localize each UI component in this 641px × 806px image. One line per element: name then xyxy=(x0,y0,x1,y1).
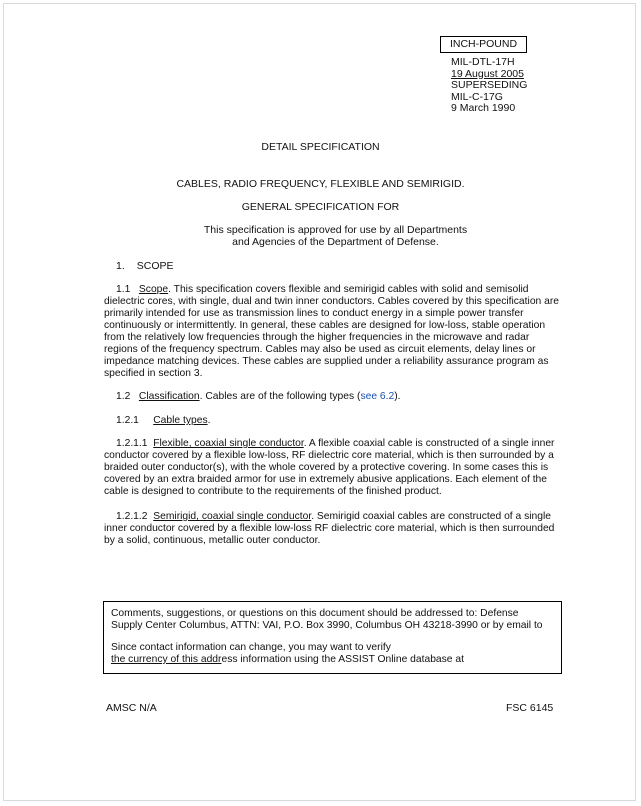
comments-line: Comments, suggestions, or questions on this document should be addressed to: Defense xyxy=(111,608,519,619)
para-line: . A flexible coaxial cable is constructed of a single inner xyxy=(303,438,555,449)
cables-title: CABLES, RADIO FREQUENCY, FLEXIBLE AND SEMIRIGID. xyxy=(176,178,465,190)
para-text: . Cables are of the following types ( xyxy=(199,391,361,402)
comments-line: Supply Center Columbus, ATTN: VAI, P.O. Box 3990, Columbus OH 43218-3990 or by email to xyxy=(111,620,543,631)
fsc-label: FSC 6145 xyxy=(506,702,554,714)
doc-date: 19 August 2005 xyxy=(451,67,524,80)
inch-pound-badge: INCH-POUND xyxy=(440,36,527,53)
comments-text xyxy=(111,608,543,632)
cable-types-paragraph xyxy=(104,415,563,427)
section-title: SCOPE xyxy=(136,260,174,272)
para-line: braided outer conductor(s), with the whole covered by a protective covering. In some cases this is xyxy=(104,462,549,473)
detail-spec-title: DETAIL SPECIFICATION xyxy=(261,141,380,153)
general-spec-title: GENERAL SPECIFICATION FOR xyxy=(241,201,400,213)
scope-paragraph xyxy=(104,284,563,380)
para-title: Scope xyxy=(138,284,169,295)
para-line: specified in section 3. xyxy=(104,368,203,379)
comments-line: Since contact information can change, you may want to verify xyxy=(111,642,391,653)
semirigid-paragraph xyxy=(104,511,563,547)
section-number: 1. xyxy=(116,260,125,272)
para-line: by a solid, continuous, metallic outer conductor. xyxy=(104,535,321,546)
comments-line: ess information using the ASSIST Online database at xyxy=(221,654,464,665)
para-line: . This specification covers flexible and semirigid cables with solid and semisolid xyxy=(168,284,529,295)
para-end: . xyxy=(207,415,211,426)
para-line: conductor covered by a flexible low-loss, RF dielectric core material, which is then surrounded by a xyxy=(104,450,554,461)
para-title: Cable types xyxy=(153,415,208,426)
section-1-heading xyxy=(116,260,174,272)
para-line: dielectric cores, with single, dual and twin inner conductors. Cables covered by this specification are xyxy=(104,296,560,307)
para-line: . Semirigid coaxial cables are constructed of a single xyxy=(311,511,552,522)
para-title: Flexible, coaxial single conductor xyxy=(153,438,304,449)
amsc-label: AMSC N/A xyxy=(106,702,157,714)
para-number: 1.2.1.1 xyxy=(116,438,148,449)
contact-text xyxy=(111,642,464,666)
approval-line-1: This specification is approved for use by all Departments xyxy=(203,224,468,236)
para-line: regions of the frequency spectrum. Cables may also be used as circuit elements, delay lines or xyxy=(104,344,536,355)
para-line: impedance matching devices. These cables are supplied under a reliability assurance program as xyxy=(104,356,549,367)
para-title: Classification xyxy=(138,391,200,402)
classification-paragraph xyxy=(104,391,563,403)
see-6-2-link[interactable]: see 6.2 xyxy=(360,391,395,402)
para-number: 1.2.1 xyxy=(116,415,139,426)
para-line: continuously or intermittently. In general, these cables are designed for low-loss, stable operation xyxy=(104,320,546,331)
para-line: from the relatively low frequencies through the higher frequencies in the microwave and radar xyxy=(104,332,530,343)
flexible-paragraph xyxy=(104,438,563,498)
old-doc-date: 9 March 1990 xyxy=(451,102,516,114)
doc-number: MIL-DTL-17H xyxy=(451,56,515,68)
para-end: ). xyxy=(394,391,401,402)
superseding-label: SUPERSEDING xyxy=(451,79,528,91)
para-line: covered by an extra braided armor for use in extremely abusive applications. Each element of the xyxy=(104,474,548,485)
comments-underlined: the currency of this addr xyxy=(111,654,222,665)
para-title: Semirigid, coaxial single conductor xyxy=(153,511,312,522)
para-line: primarily intended for use as transmission lines to conduct energy in a simple power transfer xyxy=(104,308,524,319)
para-number: 1.2 xyxy=(116,391,131,402)
para-number: 1.2.1.2 xyxy=(116,511,148,522)
para-line: inner conductor covered by a flexible low-loss RF dielectric core material, which is then surrounded xyxy=(104,523,555,534)
para-number: 1.1 xyxy=(116,284,131,295)
approval-line-2: and Agencies of the Department of Defense. xyxy=(232,236,439,248)
old-doc-number: MIL-C-17G xyxy=(451,90,503,103)
document-info xyxy=(451,57,527,115)
para-line: cable is designed to contribute to the requirements of the finished product. xyxy=(104,486,442,497)
